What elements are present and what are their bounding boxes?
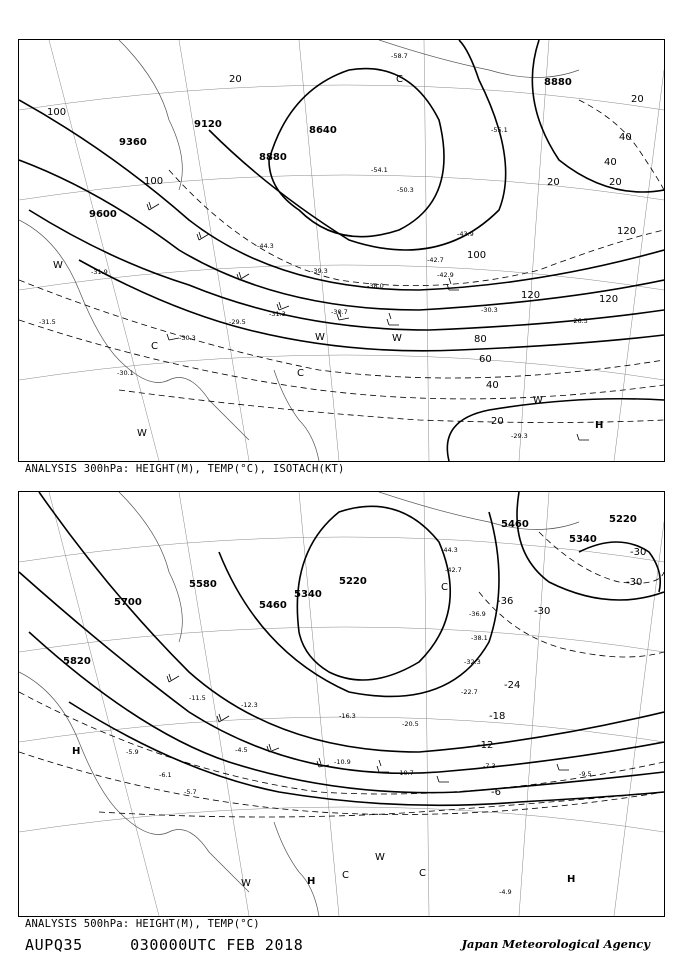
center-marker: C [342, 870, 349, 881]
isotherm-label: -36 [497, 596, 514, 607]
parallel [19, 807, 664, 832]
isotherm-label: -30 [630, 547, 647, 558]
temperature-label: -30.3 [179, 334, 196, 342]
isotach-label: 100 [467, 250, 487, 261]
height-label: 5340 [569, 534, 597, 545]
center-marker: H [567, 874, 576, 885]
temperature-label: -10.9 [334, 758, 351, 766]
coastline [19, 492, 579, 916]
isotach [19, 320, 664, 399]
height-contour [532, 40, 664, 192]
center-marker: W [533, 395, 543, 406]
map-300hpa [19, 40, 664, 461]
coast-japan [274, 822, 319, 916]
center-marker: H [72, 746, 81, 757]
temperature-label: -6.1 [159, 771, 172, 779]
temperature-label: -16.3 [339, 712, 356, 720]
height-label: 5220 [339, 576, 367, 587]
temperature-label: -30.1 [117, 369, 134, 377]
parallel [19, 265, 664, 290]
chart-header [25, 936, 303, 954]
height-contour [19, 100, 664, 290]
temperature-label: -10.7 [397, 769, 414, 777]
isotherm-label: -30 [534, 606, 551, 617]
map-500hpa [19, 492, 664, 916]
isotach-label: 20 [631, 94, 644, 105]
temperature-label: -38.0 [367, 282, 384, 290]
wind-barb [437, 776, 449, 782]
temperature-label: -29.3 [511, 432, 528, 440]
height-label: 9360 [119, 137, 147, 148]
height-contour [79, 260, 664, 351]
isotach-label: 100 [144, 176, 164, 187]
graticule [19, 492, 664, 916]
temperature-label: -4.5 [235, 746, 248, 754]
isotach-label: 120 [521, 290, 541, 301]
height-label: 8640 [309, 125, 337, 136]
isotach-label: 20 [609, 177, 622, 188]
wind-barb [387, 313, 399, 325]
height-label: 5340 [294, 589, 322, 600]
wind-barb [277, 302, 289, 310]
temperature-label: -4.9 [499, 888, 512, 896]
temperature-labels [126, 546, 592, 896]
height-label: 5460 [259, 600, 287, 611]
isotach-label: 20 [491, 416, 504, 427]
center-marker: C [441, 582, 448, 593]
height-label: 5580 [189, 579, 217, 590]
temperature-label: -5.9 [126, 748, 139, 756]
temperature-label: -32.3 [464, 658, 481, 666]
meridian [424, 492, 429, 916]
temperature-label: -42.7 [427, 256, 444, 264]
isotach-label: 120 [599, 294, 619, 305]
caption-300hpa: ANALYSIS 300hPa: HEIGHT(M), TEMP(°C), ISOTACH(KT) [25, 463, 345, 475]
caption-500hpa: ANALYSIS 500hPa: HEIGHT(M), TEMP(°C) [25, 918, 260, 930]
temperature-label: -26.5 [571, 317, 588, 325]
temperature-label: -50.3 [397, 186, 414, 194]
center-marker: H [595, 420, 604, 431]
temperature-label: -9.5 [579, 770, 592, 778]
isotherms [19, 532, 664, 817]
coast-kamchatka [119, 492, 182, 642]
coast-alaska [379, 492, 579, 530]
center-marker: H [307, 876, 316, 887]
isotach-label: 20 [229, 74, 242, 85]
height-contour [447, 399, 664, 461]
graticule [19, 40, 664, 461]
chart-id: AUPQ35 [25, 936, 83, 954]
temperature-label: -39.3 [311, 267, 328, 275]
wind-barb [237, 272, 249, 280]
height-label: 5460 [501, 519, 529, 530]
height-contour [269, 69, 444, 237]
isotherm-label: -12 [477, 740, 494, 751]
height-label: 8880 [544, 77, 572, 88]
height-contour [579, 542, 660, 592]
meridian [299, 40, 339, 461]
parallel [19, 537, 664, 562]
wind-barb [267, 744, 279, 752]
coast-kamchatka [119, 40, 182, 190]
isotachs [19, 100, 664, 423]
height-label: 8880 [259, 152, 287, 163]
wind-barb [577, 434, 589, 440]
isotach [119, 390, 664, 423]
temperature-label: -22.7 [461, 688, 478, 696]
temperature-label: -11.5 [189, 694, 206, 702]
temperature-label: -31.5 [39, 318, 56, 326]
wind-barb [167, 334, 179, 340]
isotach-label: 60 [479, 354, 492, 365]
temperature-labels [39, 52, 588, 440]
height-label: 5220 [609, 514, 637, 525]
isotach-label: 40 [619, 132, 632, 143]
isotach-label: 20 [547, 177, 560, 188]
height-contours [19, 40, 664, 461]
meridian [179, 492, 249, 916]
center-marker: C [396, 74, 403, 85]
temperature-label: -20.5 [402, 720, 419, 728]
coast-alaska [379, 40, 579, 78]
temperature-label: -54.1 [371, 166, 388, 174]
temperature-label: -55.1 [491, 126, 508, 134]
temperature-label: -38.1 [471, 634, 488, 642]
center-marker: W [315, 332, 325, 343]
temperature-label: -5.7 [184, 788, 197, 796]
center-marker: W [137, 428, 147, 439]
temperature-label: -44.3 [441, 546, 458, 554]
height-contour [209, 40, 506, 250]
center-marker: W [53, 260, 63, 271]
center-marker: C [151, 341, 158, 352]
agency-name: Japan Meteorological Agency [461, 937, 650, 951]
height-label: 5820 [63, 656, 91, 667]
wind-barb [147, 202, 159, 210]
temperature-label: -30.3 [481, 306, 498, 314]
temperature-label: -31.9 [91, 268, 108, 276]
valid-time: 030000UTC FEB 2018 [130, 936, 304, 954]
wind-barb [377, 760, 389, 772]
parallel [19, 627, 664, 652]
height-label: 5700 [114, 597, 142, 608]
temperature-label: -42.7 [445, 566, 462, 574]
isotherm-label: -30 [626, 577, 643, 588]
parallel [19, 355, 664, 380]
temperature-label: -42.9 [437, 271, 454, 279]
isotherm-labels [477, 547, 646, 798]
temperature-label: -36.9 [469, 610, 486, 618]
wind-barb [167, 674, 179, 682]
meridian [519, 492, 549, 916]
isotach-label: 120 [617, 226, 637, 237]
coast-japan [274, 370, 319, 461]
isotach-label: 100 [47, 107, 67, 118]
map-panel-300hpa [18, 39, 665, 462]
meridian [299, 492, 339, 916]
map-panel-500hpa [18, 491, 665, 917]
temperature-label: -58.7 [391, 52, 408, 60]
temperature-label: -7.3 [483, 762, 496, 770]
height-label: 9120 [194, 119, 222, 130]
isotherm [19, 692, 664, 794]
isotherm-label: -6 [491, 787, 501, 798]
meridian [614, 70, 664, 461]
center-marker: W [392, 333, 402, 344]
temperature-label: -43.9 [457, 230, 474, 238]
center-marker: W [375, 852, 385, 863]
isotherm-label: -18 [489, 711, 506, 722]
center-marker: W [241, 878, 251, 889]
temperature-label: -29.5 [229, 318, 246, 326]
center-marker: C [419, 868, 426, 879]
temperature-label: -12.3 [241, 701, 258, 709]
isotherm-label: -24 [504, 680, 521, 691]
temperature-label: -31.3 [269, 310, 286, 318]
wind-barb [557, 764, 569, 770]
height-label: 9600 [89, 209, 117, 220]
temperature-label: -30.7 [331, 308, 348, 316]
isotach-label: 40 [604, 157, 617, 168]
isotach-label: 80 [474, 334, 487, 345]
height-labels [19, 40, 572, 220]
parallel [19, 175, 664, 200]
center-marker: C [297, 368, 304, 379]
isotach-label: 40 [486, 380, 499, 391]
temperature-label: -44.3 [257, 242, 274, 250]
coast-asia [19, 672, 249, 892]
parallel [19, 85, 664, 110]
